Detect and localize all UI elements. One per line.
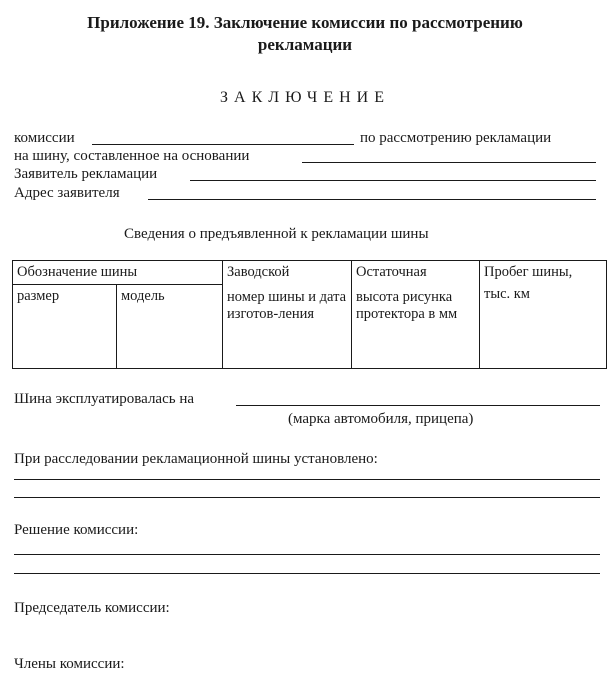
tire-basis-label: на шину, составленное на основании — [14, 148, 250, 164]
vehicle-field[interactable] — [236, 405, 600, 406]
address-label: Адрес заявителя — [14, 185, 120, 201]
doc-heading: ЗАКЛЮЧЕНИЕ — [220, 89, 390, 106]
serial-header: Заводской номер шины и дата изготов-ления — [223, 261, 352, 369]
investigation-line-2[interactable] — [14, 497, 600, 498]
members-label: Члены комиссии: — [14, 656, 125, 672]
claimant-label: Заявитель рекламации — [14, 166, 158, 182]
chairman-label: Председатель комиссии: — [14, 600, 170, 616]
table-caption: Сведения о предъявленной к рекламации шины — [124, 226, 429, 242]
claimant-field[interactable] — [190, 180, 596, 181]
investigation-line-1[interactable] — [14, 479, 600, 480]
mileage-header: Пробег шины, тыс. км — [480, 261, 607, 369]
commission-label: комиссии — [14, 130, 75, 146]
basis-field[interactable] — [302, 162, 596, 163]
vehicle-hint: (марка автомобиля, прицепа) — [288, 411, 474, 427]
document-title-line2: рекламации — [257, 35, 353, 54]
tread-header: Остаточная высота рисунка протектора в мм — [352, 261, 480, 369]
commission-name-field[interactable] — [92, 144, 354, 145]
tire-info-table — [12, 260, 607, 369]
size-subheader: размер — [13, 285, 117, 369]
review-label: по рассмотрению рекламации — [360, 130, 552, 146]
decision-line-1[interactable] — [14, 554, 600, 555]
investigation-label: При расследовании рекламационной шины установлено: — [14, 451, 378, 467]
designation-header: Обозначение шины — [13, 261, 223, 285]
address-field[interactable] — [148, 199, 596, 200]
decision-line-2[interactable] — [14, 573, 600, 574]
decision-label: Решение комиссии: — [14, 522, 139, 538]
operation-label: Шина эксплуатировалась на — [14, 391, 195, 407]
document-title-line1: Приложение 19. Заключение комиссии по рассмотрению — [87, 13, 523, 32]
model-subheader: модель — [117, 285, 223, 369]
